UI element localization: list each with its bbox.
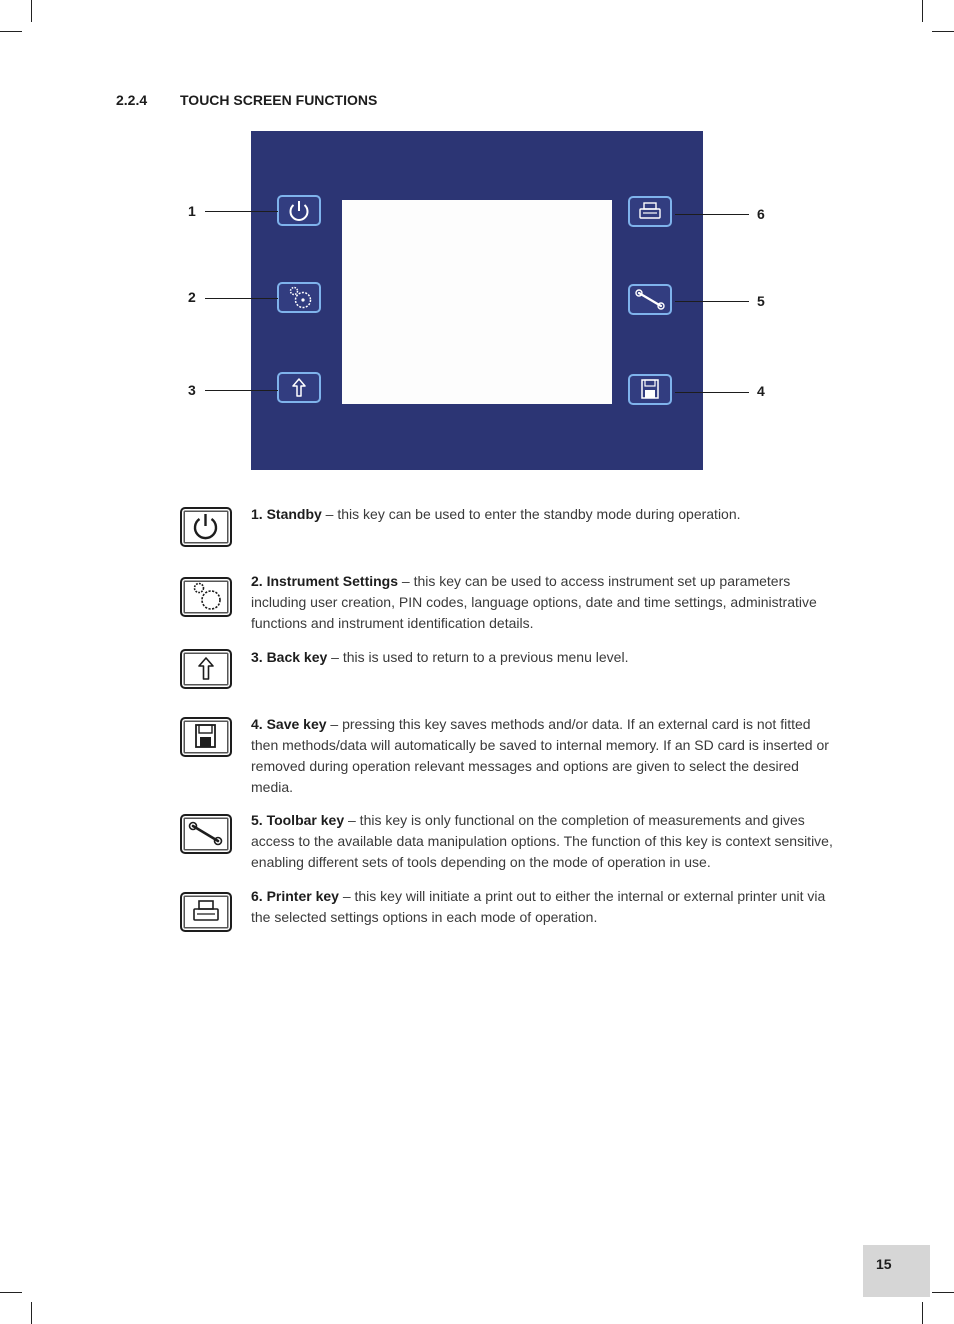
instrument-settings-key-illustration [180, 577, 232, 617]
item-text: – this key can be used to access instrument set up parameters including user creation, PIN codes, language options, date and time settings, administrative functions and instrument identification details. [251, 573, 817, 631]
gears-icon [279, 284, 319, 311]
callout-number: 3 [188, 382, 196, 398]
gears-icon [182, 579, 229, 614]
callout-number: 1 [188, 203, 196, 219]
callout-line [675, 392, 749, 393]
wrench-icon [630, 286, 670, 313]
back-arrow-icon [279, 374, 319, 401]
back-key-description [251, 647, 841, 668]
callout-number: 6 [757, 206, 765, 222]
section-title: TOUCH SCREEN FUNCTIONS [180, 92, 378, 108]
crop-mark [0, 1292, 22, 1293]
callout-line [205, 298, 278, 299]
item-text: – this key can be used to enter the standby mode during operation. [321, 506, 741, 522]
callout-number: 5 [757, 293, 765, 309]
callout-number: 4 [757, 383, 765, 399]
power-icon [182, 509, 229, 544]
item-title: 1. Standby [251, 506, 322, 522]
toolbar-key-illustration [180, 814, 232, 854]
item-title: 6. Printer key [251, 888, 339, 904]
callout-number: 2 [188, 289, 196, 305]
printer-key-description [251, 886, 841, 928]
crop-mark [932, 31, 954, 32]
touch-panel-figure [251, 131, 703, 470]
item-text: – this is used to return to a previous menu level. [327, 649, 629, 665]
floppy-disk-icon [182, 719, 229, 754]
printer-icon [630, 198, 670, 225]
page-number-box [863, 1245, 930, 1297]
crop-mark [0, 31, 22, 32]
item-title: 5. Toolbar key [251, 812, 345, 828]
display-screen [342, 200, 612, 404]
callout-line [675, 301, 749, 302]
power-icon [279, 197, 319, 224]
printer-icon [182, 894, 229, 929]
printer-key[interactable] [628, 196, 672, 227]
back-arrow-icon [182, 651, 229, 686]
callout-line [205, 390, 278, 391]
crop-mark [922, 0, 923, 22]
save-key-illustration [180, 717, 232, 757]
callout-line [675, 214, 749, 215]
printer-key-illustration [180, 892, 232, 932]
toolbar-key[interactable] [628, 284, 672, 315]
back-key[interactable] [277, 372, 321, 403]
crop-mark [932, 1292, 954, 1293]
item-title: 3. Back key [251, 649, 328, 665]
callout-line [205, 211, 278, 212]
standby-key[interactable] [277, 195, 321, 226]
standby-key-illustration [180, 507, 232, 547]
instrument-settings-description [251, 571, 841, 634]
page-number: 15 [876, 1256, 892, 1272]
section-heading [116, 92, 377, 108]
crop-mark [31, 0, 32, 22]
instrument-settings-key[interactable] [277, 282, 321, 313]
back-key-illustration [180, 649, 232, 689]
item-title: 2. Instrument Settings [251, 573, 399, 589]
section-number: 2.2.4 [116, 92, 148, 108]
wrench-icon [182, 816, 229, 851]
item-text: – this key is only functional on the completion of measurements and gives access to the available data manipulation options. The function of this key is context sensitive, enabling different sets of tools depending on the mode of operation in use. [251, 812, 833, 870]
item-text: – pressing this key saves methods and/or data. If an external card is not fitted then methods/data will automatically be saved to internal memory. If an SD card is inserted or removed during operation relevant messages and options are given to select the desired media. [251, 716, 829, 795]
crop-mark [922, 1302, 923, 1324]
toolbar-key-description [251, 810, 841, 873]
standby-description [251, 504, 841, 525]
floppy-disk-icon [630, 376, 670, 403]
save-key-description [251, 714, 841, 798]
save-key[interactable] [628, 374, 672, 405]
crop-mark [31, 1302, 32, 1324]
item-text: – this key will initiate a print out to either the internal or external printer unit via the selected settings options in each mode of operation. [251, 888, 826, 925]
item-title: 4. Save key [251, 716, 327, 732]
